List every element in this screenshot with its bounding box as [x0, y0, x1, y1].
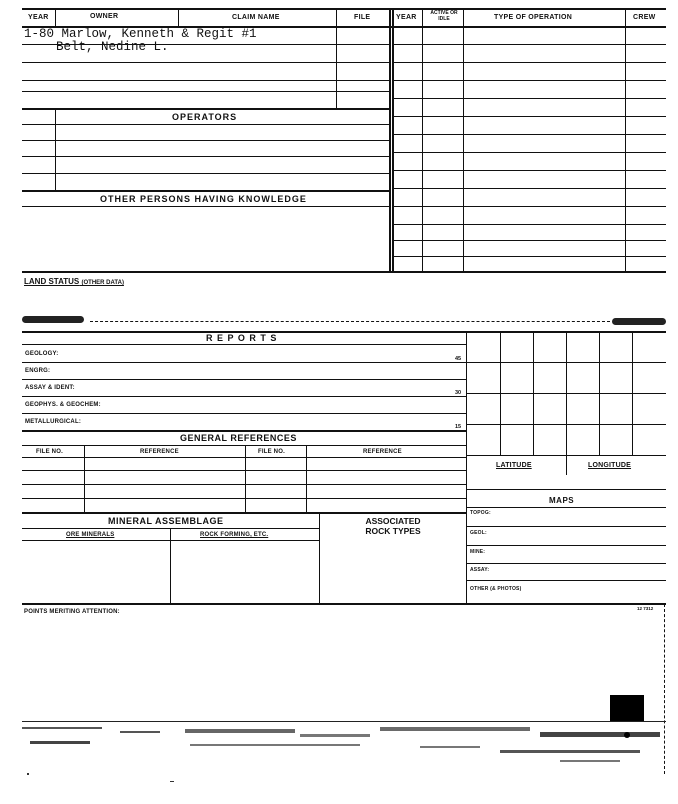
- report-assay: ASSAY & IDENT:: [25, 385, 75, 391]
- mineral-assemblage-title: MINERAL ASSEMBLAGE: [108, 516, 224, 526]
- entry-line-1: 1-80 Marlow, Kenneth & Regit #1: [24, 27, 257, 41]
- black-registration-mark: [610, 695, 644, 721]
- report-geophys: GEOPHYS. & GEOCHEM:: [25, 402, 101, 408]
- ref-reference-2: REFERENCE: [363, 449, 402, 455]
- other-persons-title: OTHER PERSONS HAVING KNOWLEDGE: [100, 194, 307, 204]
- associated-rock-types-title: ASSOCIATED ROCK TYPES: [365, 516, 421, 536]
- report-engrg: ENGRG:: [25, 368, 51, 374]
- map-assay: ASSAY:: [470, 567, 490, 573]
- land-status-label: LAND STATUS: [24, 277, 80, 286]
- map-topog: TOPOG:: [470, 510, 491, 516]
- longitude-label: LONGITUDE: [588, 462, 632, 469]
- form-number: 12 7312: [637, 606, 654, 611]
- map-mine: MINE:: [470, 549, 486, 555]
- header-claim-name: CLAIM NAME: [232, 14, 280, 21]
- latitude-label: LATITUDE: [496, 462, 532, 469]
- map-other: OTHER (& PHOTOS): [470, 586, 522, 592]
- operators-title: OPERATORS: [172, 112, 238, 122]
- header-owner: OWNER: [90, 13, 119, 20]
- report-num-30: 30: [455, 390, 462, 396]
- general-references-title: GENERAL REFERENCES: [180, 433, 297, 443]
- header-type-of-operation: TYPE OF OPERATION: [494, 14, 573, 21]
- ref-file-no-1: FILE NO.: [36, 449, 63, 455]
- header-file: FILE: [354, 14, 371, 21]
- report-metallurgical: METALLURGICAL:: [25, 419, 82, 425]
- report-geology: GEOLOGY:: [25, 351, 59, 357]
- ore-minerals-label: ORE MINERALS: [66, 532, 115, 538]
- report-num-15: 15: [455, 424, 462, 430]
- ref-reference-1: REFERENCE: [140, 449, 179, 455]
- scan-smudge-right: [612, 318, 666, 325]
- scan-smudge-left: [22, 316, 84, 323]
- header-crew: CREW: [633, 14, 656, 21]
- map-geol: GEOL:: [470, 530, 487, 536]
- points-meriting-label: POINTS MERITING ATTENTION:: [24, 609, 120, 615]
- header-active-or-idle: ACTIVE OR IDLE: [430, 10, 458, 22]
- land-status-sublabel: (OTHER DATA): [81, 280, 124, 286]
- report-num-45: 45: [455, 356, 462, 362]
- rock-forming-label: ROCK FORMING, ETC.: [200, 532, 269, 538]
- header-year-right: YEAR: [396, 14, 417, 21]
- maps-title: MAPS: [549, 496, 575, 505]
- ref-file-no-2: FILE NO.: [258, 449, 285, 455]
- header-year: YEAR: [28, 14, 49, 21]
- entry-line-2: Belt, Nedine L.: [56, 40, 169, 54]
- reports-title: R E P O R T S: [206, 333, 278, 343]
